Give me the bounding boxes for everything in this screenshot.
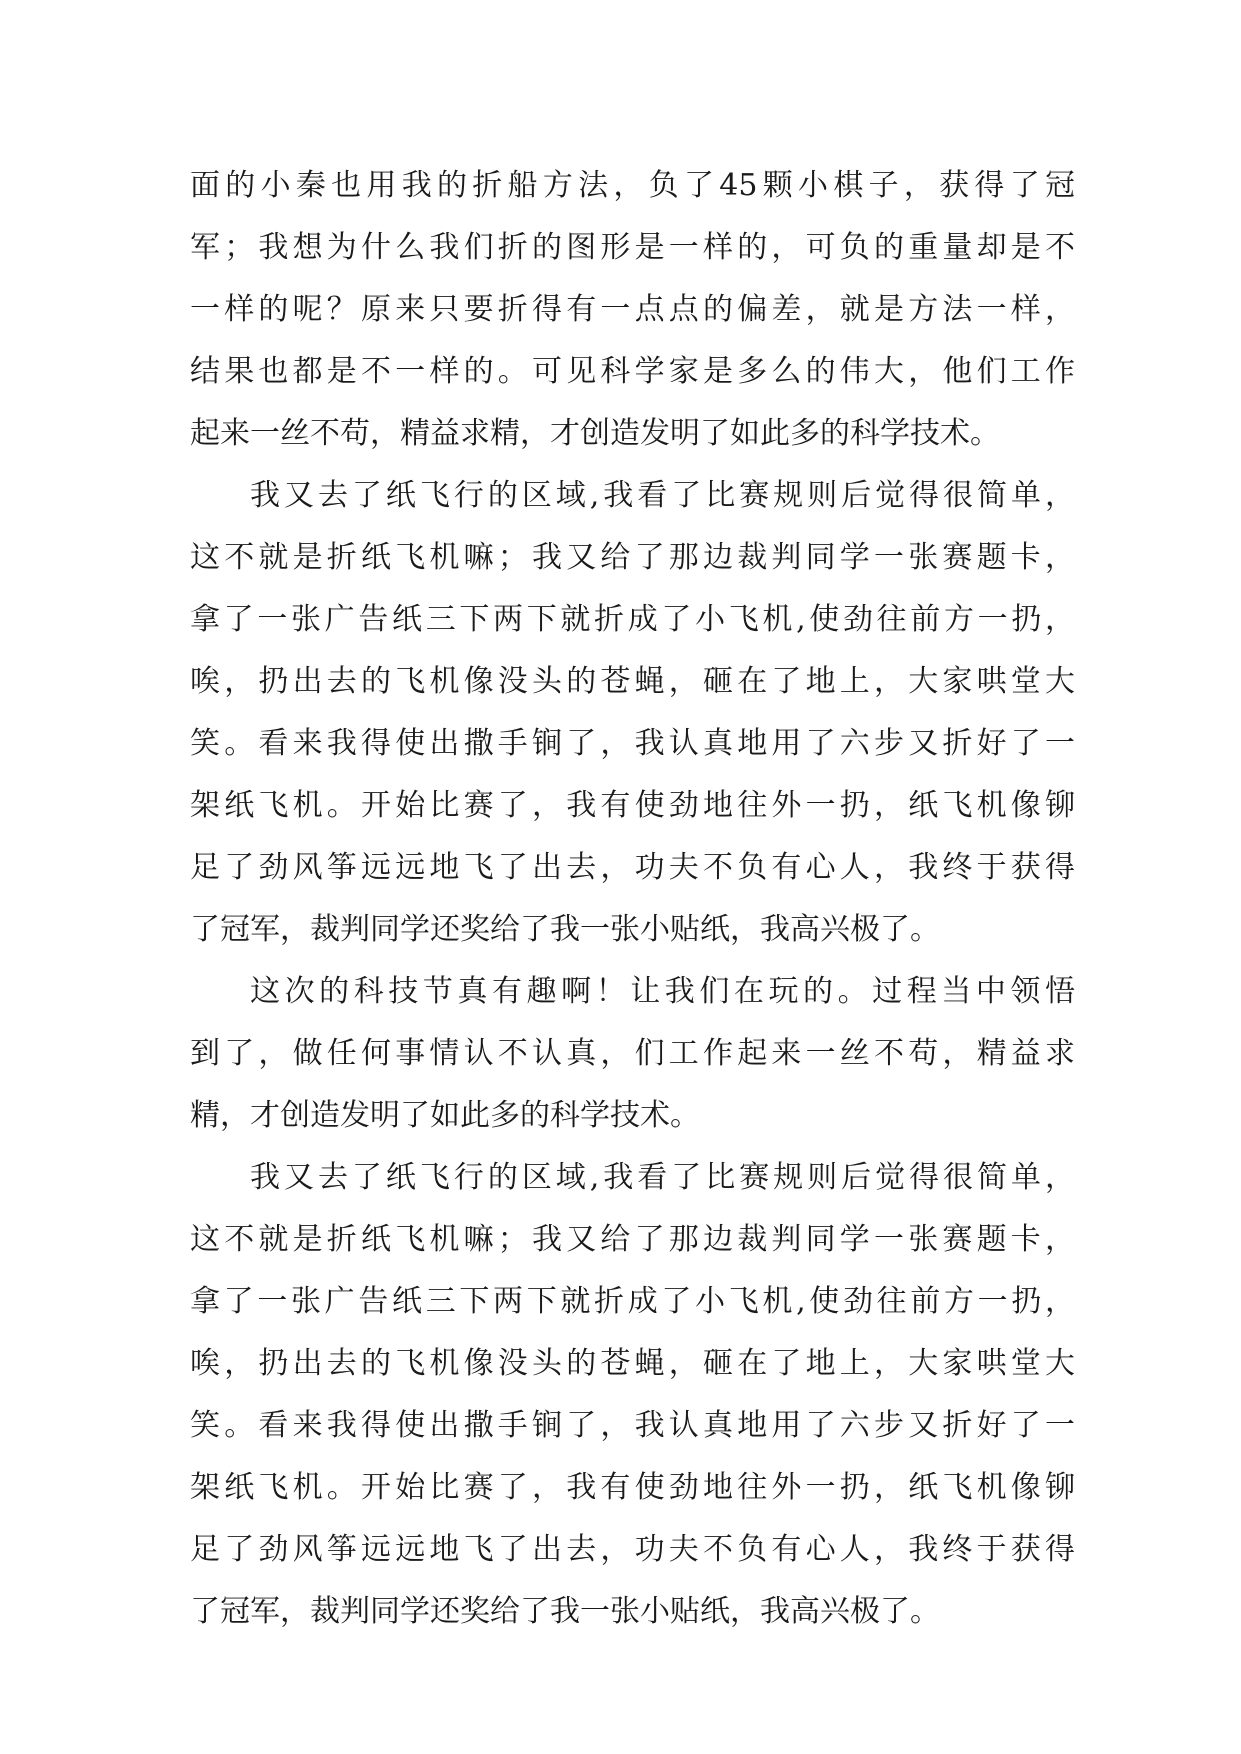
- text-line: 笑。看来我得使出撒手锏了，我认真地用了六步又折好了一: [190, 726, 1075, 761]
- text-line: 到了，做任何事情认不认真，们工作起来一丝不苟，精益求: [190, 1036, 1075, 1071]
- text-line: 唉，扔出去的飞机像没头的苍蝇，砸在了地上，大家哄堂大: [190, 1346, 1075, 1381]
- paragraph: [190, 1147, 1075, 1643]
- text-line: 精，才创造发明了如此多的科学技术。: [190, 1098, 700, 1133]
- text-line: 架纸飞机。开始比赛了，我有使劲地往外一扔，纸飞机像铆: [190, 788, 1075, 823]
- text-line: 拿了一张广告纸三下两下就折成了小飞机,使劲往前方一扔，: [190, 1284, 1075, 1319]
- text-line: 一样的呢？原来只要折得有一点点的偏差，就是方法一样，: [190, 292, 1075, 327]
- text-line: 军；我想为什么我们折的图形是一样的，可负的重量却是不: [190, 230, 1075, 265]
- text-line: 架纸飞机。开始比赛了，我有使劲地往外一扔，纸飞机像铆: [190, 1470, 1075, 1505]
- text-line: 我又去了纸飞行的区域,我看了比赛规则后觉得很简单，: [250, 478, 1075, 513]
- paragraph: [190, 155, 1075, 465]
- body-text: [190, 155, 1075, 1643]
- text-line: 唉，扔出去的飞机像没头的苍蝇，砸在了地上，大家哄堂大: [190, 664, 1075, 699]
- text-line: 面的小秦也用我的折船方法，负了45颗小棋子，获得了冠: [190, 168, 1075, 203]
- text-line: 了冠军，裁判同学还奖给了我一张小贴纸，我高兴极了。: [190, 912, 940, 947]
- text-line: 笑。看来我得使出撒手锏了，我认真地用了六步又折好了一: [190, 1408, 1075, 1443]
- paragraph: [190, 961, 1075, 1147]
- text-line: 这不就是折纸飞机嘛；我又给了那边裁判同学一张赛题卡，: [190, 1222, 1075, 1257]
- text-line: 我又去了纸飞行的区域,我看了比赛规则后觉得很简单，: [250, 1160, 1075, 1195]
- text-line: 这不就是折纸飞机嘛；我又给了那边裁判同学一张赛题卡，: [190, 540, 1075, 575]
- paragraph: [190, 465, 1075, 961]
- text-line: 拿了一张广告纸三下两下就折成了小飞机,使劲往前方一扔，: [190, 602, 1075, 637]
- text-line: 起来一丝不苟，精益求精，才创造发明了如此多的科学技术。: [190, 416, 1000, 451]
- text-line: 这次的科技节真有趣啊！让我们在玩的。过程当中领悟: [250, 974, 1075, 1009]
- text-line: 结果也都是不一样的。可见科学家是多么的伟大，他们工作: [190, 354, 1075, 389]
- text-line: 了冠军，裁判同学还奖给了我一张小贴纸，我高兴极了。: [190, 1594, 940, 1629]
- text-line: 足了劲风筝远远地飞了出去，功夫不负有心人，我终于获得: [190, 850, 1075, 885]
- text-line: 足了劲风筝远远地飞了出去，功夫不负有心人，我终于获得: [190, 1532, 1075, 1567]
